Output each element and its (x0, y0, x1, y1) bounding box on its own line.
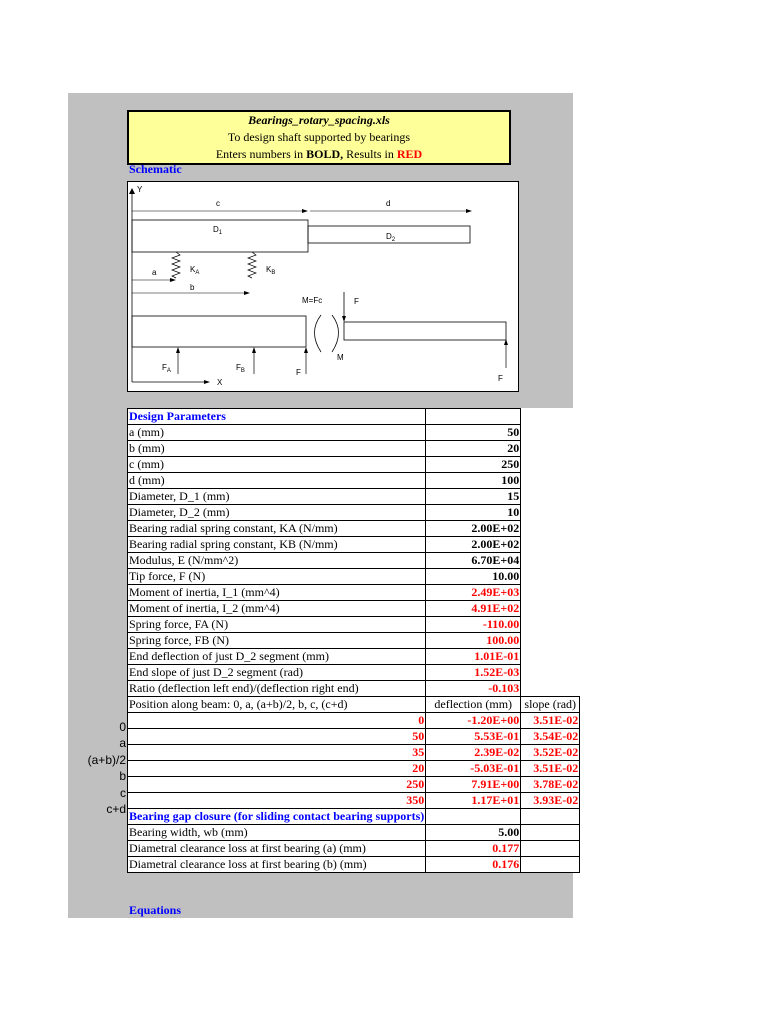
input-value[interactable]: 15 (426, 489, 521, 505)
c-label: c (216, 199, 220, 208)
input-value[interactable]: 10.00 (426, 569, 521, 585)
result-value: 100.00 (426, 633, 521, 649)
param-label: Diameter, D_1 (mm) (128, 489, 426, 505)
table-row (128, 521, 580, 537)
header-spacer (521, 409, 580, 425)
gap-empty-col3 (521, 825, 580, 841)
gap-row (128, 825, 580, 841)
design-parameters-table (127, 408, 580, 873)
deflection-value: -5.03E-01 (426, 761, 521, 777)
table-row (128, 441, 580, 457)
param-label: Ratio (deflection left end)/(deflection right end) (128, 681, 426, 697)
spacer-cell (521, 681, 580, 697)
spacer-cell (521, 569, 580, 585)
spring-ka (172, 252, 180, 278)
input-value[interactable]: 2.00E+02 (426, 521, 521, 537)
f-right-label: F (498, 374, 503, 383)
table-row (128, 489, 580, 505)
spacer-cell (521, 553, 580, 569)
fb-label: $F_B$ (236, 363, 245, 374)
moment-arc-left (315, 315, 322, 352)
deflection-value: 2.39E-02 (426, 745, 521, 761)
fa-label: $F_A$ (162, 363, 171, 374)
table-row (128, 473, 580, 489)
position-row (128, 793, 580, 809)
instr-mid: Results in (343, 147, 397, 161)
schematic-diagram (127, 181, 519, 392)
position-name-label: b (119, 769, 126, 784)
position-row (128, 777, 580, 793)
slope-value: 3.54E-02 (521, 729, 580, 745)
gap-row (128, 857, 580, 873)
param-label: Modulus, E (N/mm^2) (128, 553, 426, 569)
y-label: Y (137, 185, 143, 194)
deflection-value: 5.53E-01 (426, 729, 521, 745)
table-row (128, 505, 580, 521)
spacer-cell (521, 633, 580, 649)
table-row (128, 569, 580, 585)
b-label: b (190, 283, 195, 292)
table-row (128, 649, 580, 665)
param-label: Spring force, FA (N) (128, 617, 426, 633)
kb-label: $K_B$ (266, 265, 276, 276)
param-label: Tip force, F (N) (128, 569, 426, 585)
table-row (128, 553, 580, 569)
m-label: M (337, 353, 344, 362)
result-value: 1.52E-03 (426, 665, 521, 681)
table-row (128, 585, 580, 601)
position-row (128, 713, 580, 729)
param-label: Moment of inertia, I_2 (mm^4) (128, 601, 426, 617)
result-value: 0.177 (426, 841, 521, 857)
gap-label: Bearing width, wb (mm) (128, 825, 426, 841)
param-label: Diameter, D_2 (mm) (128, 505, 426, 521)
instr-red: RED (396, 147, 423, 161)
d2-label: $D_2$ (386, 232, 396, 243)
spacer-cell (521, 457, 580, 473)
spacer-cell (521, 585, 580, 601)
param-label: Bearing radial spring constant, KB (N/mm) (128, 537, 426, 553)
purpose-text: To design shaft supported by bearings (227, 130, 411, 144)
position-header-label: Position along beam: 0, a, (a+b)/2, b, c, (c+d) (128, 697, 426, 713)
shaft-segment-d1 (132, 220, 308, 252)
table-header-row (128, 409, 580, 425)
position-name-label: 0 (119, 720, 126, 734)
spacer-cell (521, 649, 580, 665)
spacer-cell (521, 665, 580, 681)
param-label: Moment of inertia, I_1 (mm^4) (128, 585, 426, 601)
d1-label: $D_1$ (213, 225, 223, 236)
gap-empty-cell (426, 809, 521, 825)
position-value: 50 (128, 729, 426, 745)
table-row (128, 665, 580, 681)
m-fc-label: M=Fc (302, 296, 323, 305)
f-left-label: F (296, 368, 301, 377)
lower-shaft-d2 (344, 322, 506, 340)
result-value: 1.01E-01 (426, 649, 521, 665)
spacer-cell (521, 537, 580, 553)
table-row (128, 617, 580, 633)
param-label: b (mm) (128, 441, 426, 457)
spacer-cell (521, 617, 580, 633)
param-label: Spring force, FB (N) (128, 633, 426, 649)
d-label: d (386, 199, 391, 208)
param-label: d (mm) (128, 473, 426, 489)
position-value: 250 (128, 777, 426, 793)
position-row (128, 745, 580, 761)
schematic-heading: Schematic (129, 162, 182, 176)
design-parameters-heading: Design Parameters (128, 409, 426, 425)
f-top-label: F (354, 297, 359, 306)
slope-value: 3.78E-02 (521, 777, 580, 793)
a-label: a (152, 268, 157, 277)
deflection-column-header: deflection (mm) (426, 697, 521, 713)
header-empty-cell (426, 409, 521, 425)
x-label: X (217, 378, 223, 387)
deflection-value: 1.17E+01 (426, 793, 521, 809)
position-row (128, 761, 580, 777)
result-value: 2.49E+03 (426, 585, 521, 601)
spacer-cell (521, 601, 580, 617)
schematic-drawing (128, 182, 520, 393)
gap-empty-cell-2 (521, 809, 580, 825)
slope-value: 3.52E-02 (521, 745, 580, 761)
bearing-gap-heading: Bearing gap closure (for sliding contact bearing supports) (129, 809, 425, 823)
table-row (128, 457, 580, 473)
y-axis-arrow (129, 188, 135, 194)
spacer-cell (521, 489, 580, 505)
spacer-cell (521, 521, 580, 537)
table-row (128, 425, 580, 441)
input-value[interactable]: 10 (426, 505, 521, 521)
input-value[interactable]: 5.00 (426, 825, 521, 841)
position-name-label: (a+b)/2 (87, 752, 126, 767)
file-name: Bearings_rotary_spacing.xls (248, 113, 390, 127)
result-value: 0.176 (426, 857, 521, 873)
gap-label: Diametral clearance loss at first bearing (b) (mm) (128, 857, 426, 873)
equations-heading: Equations (129, 903, 182, 917)
input-value[interactable]: 2.00E+02 (426, 537, 521, 553)
deflection-value: -1.20E+00 (426, 713, 521, 729)
result-value: -0.103 (426, 681, 521, 697)
gap-empty-col3 (521, 841, 580, 857)
position-name-label: c (120, 785, 126, 800)
input-value[interactable]: 100 (426, 473, 521, 489)
slope-value: 3.93E-02 (521, 793, 580, 809)
param-label: End slope of just D_2 segment (rad) (128, 665, 426, 681)
slope-value: 3.51E-02 (521, 761, 580, 777)
instructions-line (129, 146, 509, 163)
position-value: 0 (128, 713, 426, 729)
ka-label: $K_A$ (190, 265, 200, 276)
spacer-cell (521, 473, 580, 489)
param-label: c (mm) (128, 457, 426, 473)
gap-empty-col3 (521, 857, 580, 873)
gap-row (128, 841, 580, 857)
position-value: 20 (128, 761, 426, 777)
instr-prefix: Enters numbers in (215, 147, 307, 161)
param-label: Bearing radial spring constant, KA (N/mm) (128, 521, 426, 537)
instr-bold: BOLD, (306, 147, 344, 161)
result-value: 4.91E+02 (426, 601, 521, 617)
moment-arc-right (332, 315, 339, 352)
position-row (128, 729, 580, 745)
gap-label: Diametral clearance loss at first bearing (a) (mm) (128, 841, 426, 857)
table-row (128, 633, 580, 649)
deflection-value: 7.91E+00 (426, 777, 521, 793)
slope-column-header: slope (rad) (521, 697, 580, 713)
position-value: 35 (128, 745, 426, 761)
table-row (128, 681, 580, 697)
position-value: 350 (128, 793, 426, 809)
table-row (128, 601, 580, 617)
position-header-row (128, 697, 580, 713)
title-box (127, 110, 511, 165)
lower-shaft-d1 (132, 316, 306, 347)
input-value[interactable]: 50 (426, 425, 521, 441)
input-value[interactable]: 20 (426, 441, 521, 457)
spacer-cell (521, 425, 580, 441)
input-value[interactable]: 250 (426, 457, 521, 473)
position-name-label: c+d (106, 802, 126, 816)
param-label: a (mm) (128, 425, 426, 441)
result-value: -110.00 (426, 617, 521, 633)
spacer-cell (521, 505, 580, 521)
slope-value: 3.51E-02 (521, 713, 580, 729)
spacer-cell (521, 441, 580, 457)
input-value[interactable]: 6.70E+04 (426, 553, 521, 569)
gap-heading-row (128, 809, 580, 825)
table-row (128, 537, 580, 553)
spring-kb (248, 252, 256, 278)
position-name-label: a (119, 736, 126, 751)
param-label: End deflection of just D_2 segment (mm) (128, 649, 426, 665)
